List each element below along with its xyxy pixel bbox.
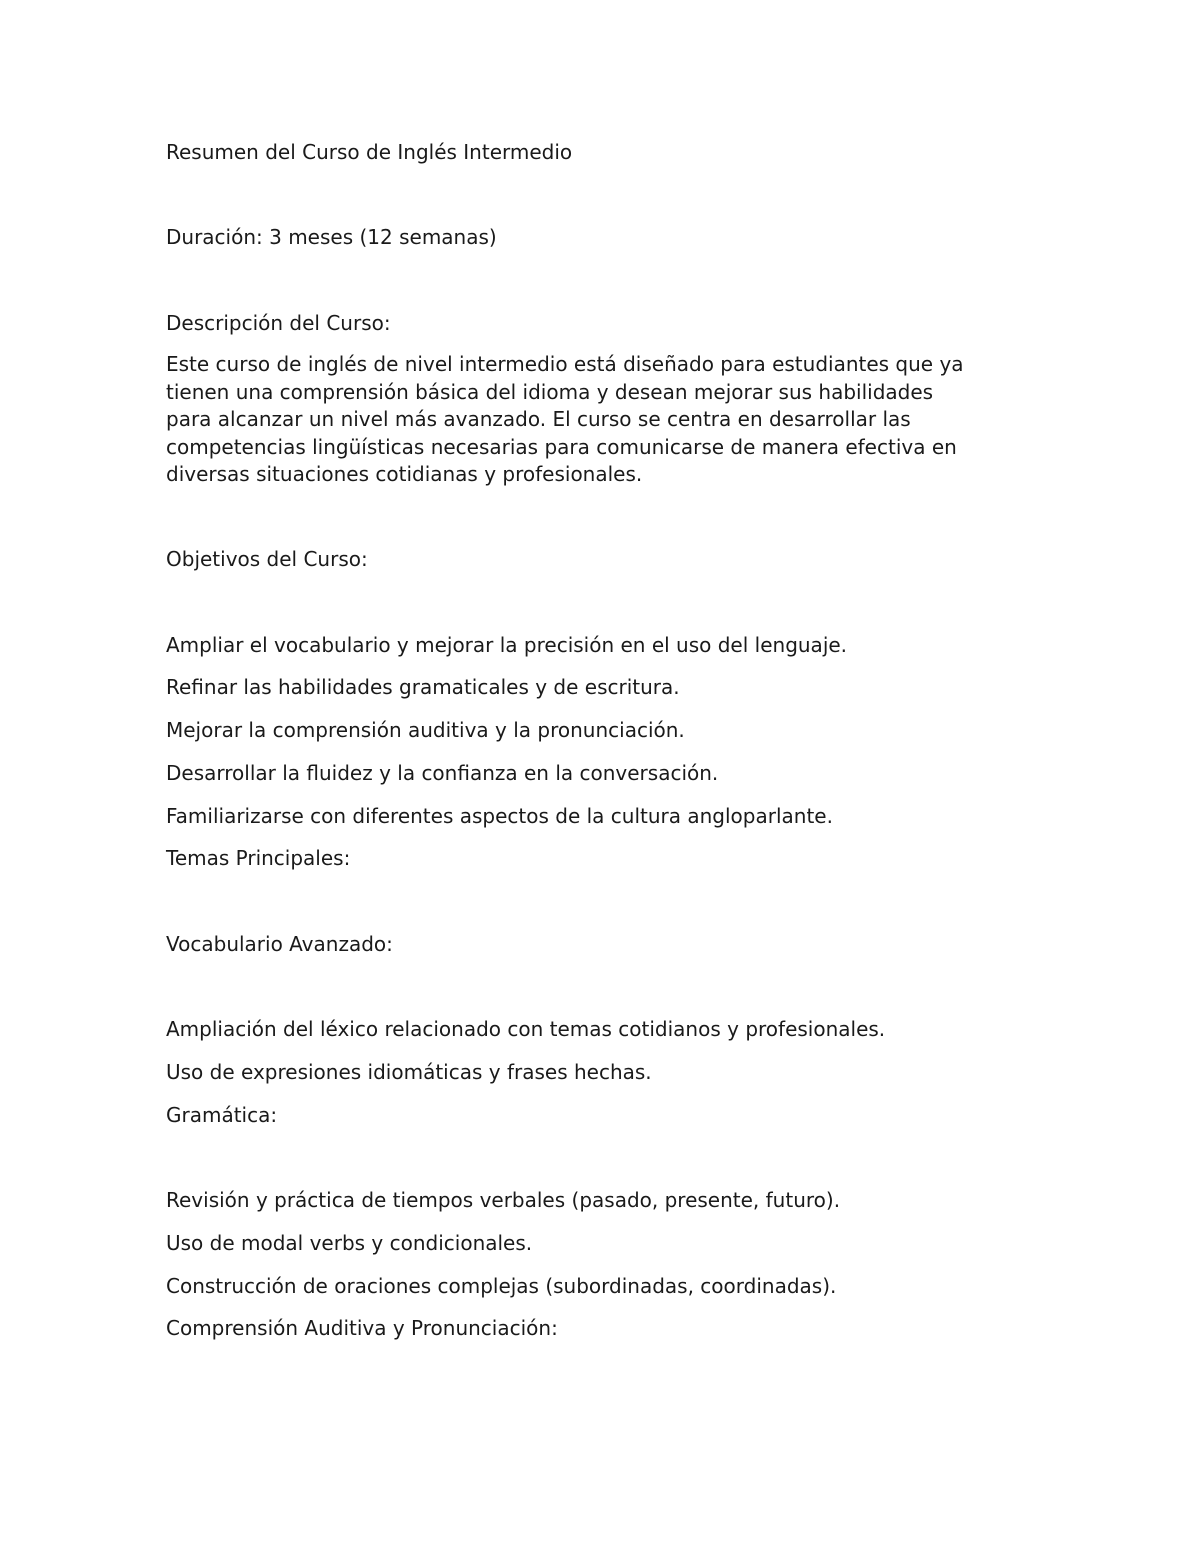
description-line: tienen una comprensión básica del idioma y desean mejorar sus habilidades	[166, 379, 934, 404]
objective-item: Desarrollar la fluidez y la confianza en la conversación.	[166, 761, 719, 785]
description-line: para alcanzar un nivel más avanzado. El curso se centra en desarrollar las	[166, 407, 911, 431]
grammar-item: Revisión y práctica de tiempos verbales (pasado, presente, futuro).	[166, 1188, 841, 1212]
course-duration: Duración: 3 meses (12 semanas)	[166, 225, 497, 249]
vocabulary-heading: Vocabulario Avanzado:	[166, 932, 393, 956]
description-line: diversas situaciones cotidianas y profesionales.	[166, 462, 643, 486]
vocabulary-item: Uso de expresiones idiomáticas y frases hechas.	[166, 1060, 652, 1084]
listening-heading: Comprensión Auditiva y Pronunciación:	[166, 1316, 558, 1340]
objective-item: Ampliar el vocabulario y mejorar la precisión en el uso del lenguaje.	[166, 633, 848, 657]
objective-item: Familiarizarse con diferentes aspectos de la cultura angloparlante.	[166, 804, 833, 828]
topics-heading: Temas Principales:	[166, 846, 351, 870]
grammar-item: Construcción de oraciones complejas (subordinadas, coordinadas).	[166, 1274, 837, 1298]
description-line: Este curso de inglés de nivel intermedio está diseñado para estudiantes que ya	[166, 352, 964, 376]
description-paragraph	[166, 351, 1046, 489]
vocabulary-item: Ampliación del léxico relacionado con temas cotidianos y profesionales.	[166, 1017, 886, 1041]
objective-item: Mejorar la comprensión auditiva y la pronunciación.	[166, 718, 685, 742]
objective-item: Refinar las habilidades gramaticales y de escritura.	[166, 675, 680, 699]
description-heading: Descripción del Curso:	[166, 311, 391, 335]
document-title: Resumen del Curso de Inglés Intermedio	[166, 140, 573, 164]
grammar-item: Uso de modal verbs y condicionales.	[166, 1231, 533, 1255]
objectives-heading: Objetivos del Curso:	[166, 547, 368, 571]
description-line: competencias lingüísticas necesarias para comunicarse de manera efectiva en	[166, 434, 957, 459]
grammar-heading: Gramática:	[166, 1103, 278, 1127]
